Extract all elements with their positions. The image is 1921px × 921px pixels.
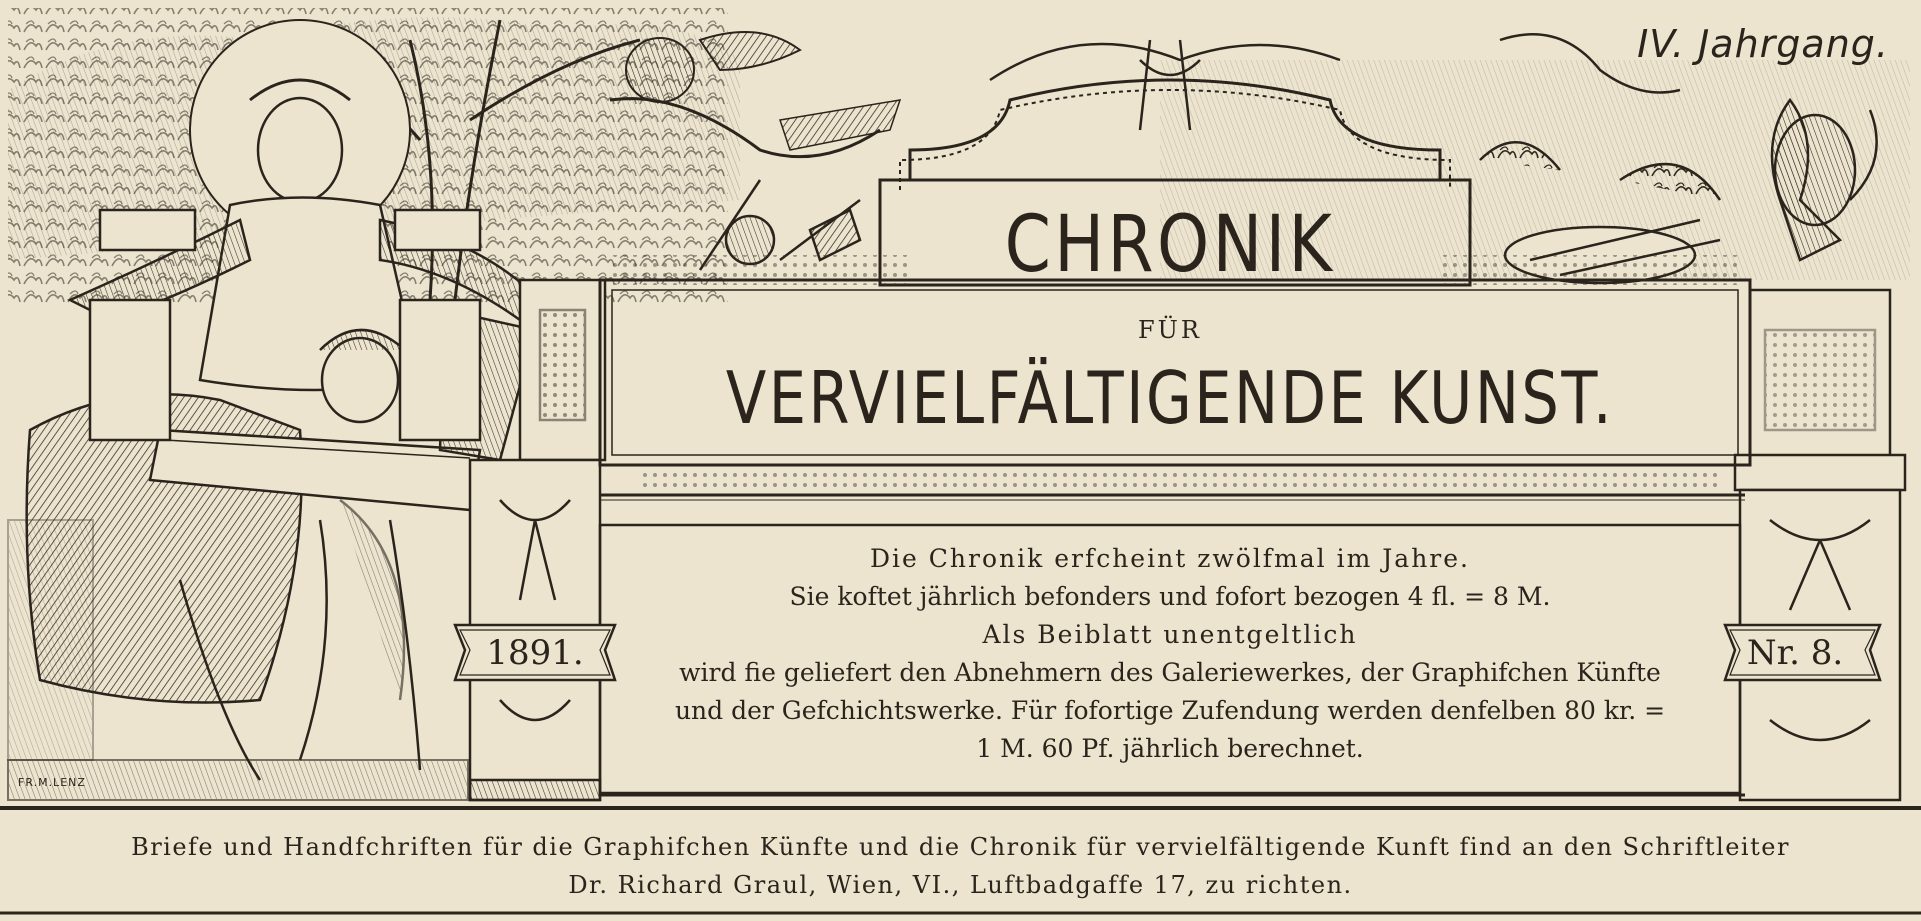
footer-notice [0, 828, 1921, 904]
year-label: 1891. [486, 633, 584, 673]
info-line: Sie koftet jährlich befonders und fofort bezogen 4 fl. = 8 M. [789, 582, 1551, 611]
info-line: 1 M. 60 Pf. jährlich berechnet. [976, 734, 1364, 763]
footer-line: Briefe und Handfchriften für die Graphifchen Künfte und die Chronik für vervielfältigende Kunft find an den Schriftleiter [131, 833, 1790, 861]
masthead-connector: FÜR [1138, 316, 1202, 344]
volume-label: IV. Jahrgang. [1637, 22, 1889, 66]
issue-number: Nr. 8. [1746, 633, 1844, 673]
artist-signature: FR.M.LENZ [18, 776, 86, 789]
footer-line: Dr. Richard Graul, Wien, VI., Luftbadgaffe 17, zu richten. [568, 871, 1353, 899]
info-line: Die Chronik erfcheint zwölfmal im Jahre. [870, 544, 1470, 573]
info-line: Als Beiblatt unentgeltlich [982, 620, 1358, 649]
info-line: und der Gefchichtswerke. Für fofortige Zufendung werden denfelben 80 kr. = [674, 696, 1666, 725]
masthead-subtitle: VERVIELFÄLTIGENDE KUNST. [725, 356, 1615, 440]
subscription-info [612, 540, 1728, 768]
masthead-title: CHRONIK [1004, 200, 1336, 290]
info-line: wird fie geliefert den Abnehmern des Galeriewerkes, der Graphifchen Künfte [679, 658, 1661, 687]
